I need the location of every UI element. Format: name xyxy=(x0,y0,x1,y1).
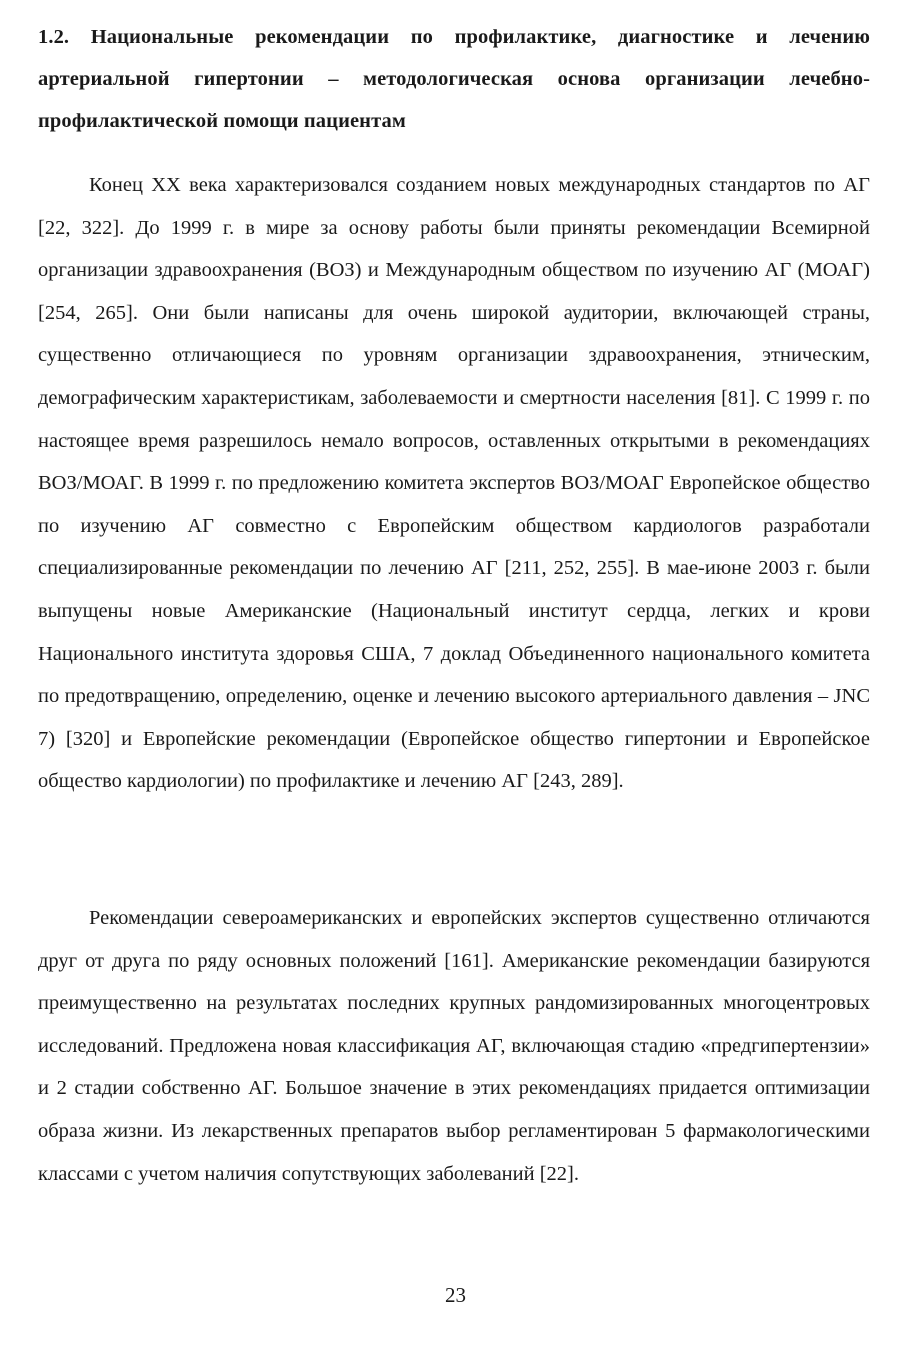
paragraph-1: Конец XX века характеризовался созданием новых международных стандартов по АГ [22, 322]. До 1999 г. в мире за основу работы были приняты рекомендации Всемирной организации здравоохранения (ВОЗ) и Международным обществом по изучению АГ (МОАГ) [254, 265]. Они были написаны для очень широкой аудитории, включающей страны, существенно отличающиеся по уровням организации здравоохранения, этническим, демографическим характеристикам, заболеваемости и смертности населения [81]. С 1999 г. по настоящее время разрешилось немало вопросов, оставленных открытыми в рекомендациях ВОЗ/МОАГ. В 1999 г. по предложению комитета экспертов ВОЗ/МОАГ Европейское общество по изучению АГ совместно с Европейским обществом кардиологов разработали специализированные рекомендации по лечению АГ [211, 252, 255]. В мае-июне 2003 г. были выпущены новые Американские (Национальный институт сердца, легких и крови Национального института здоровья США, 7 доклад Объединенного национального комитета по предотвращению, определению, оценке и лечению высокого артериального давления – JNC 7) [320] и Европейские рекомендации (Европейское общество гипертонии и Европейское общество кардиологии) по профилактике и лечению АГ [243, 289]. xyxy=(38,174,870,793)
page-number: 23 xyxy=(445,1283,466,1307)
paragraph-2: Рекомендации североамериканских и европейских экспертов существенно отличаются друг от друга по ряду основных положений [161]. Американские рекомендации базируются преимущественно на результатах последних крупных рандомизированных многоцентровых исследований. Предложена новая классификация АГ, включающая стадию «предгипертензии» и 2 стадии собственно АГ. Большое значение в этих рекомендациях придается оптимизации образа жизни. Из лекарственных препаратов выбор регламентирован 5 фармакологическими классами с учетом наличия сопутствующих заболеваний [22]. xyxy=(38,907,870,1185)
section-heading: 1.2. Национальные рекомендации по профилактике, диагностике и лечению артериальной гипертонии – методологическая основа организации лечебно-профилактической помощи пациентам xyxy=(38,26,870,132)
